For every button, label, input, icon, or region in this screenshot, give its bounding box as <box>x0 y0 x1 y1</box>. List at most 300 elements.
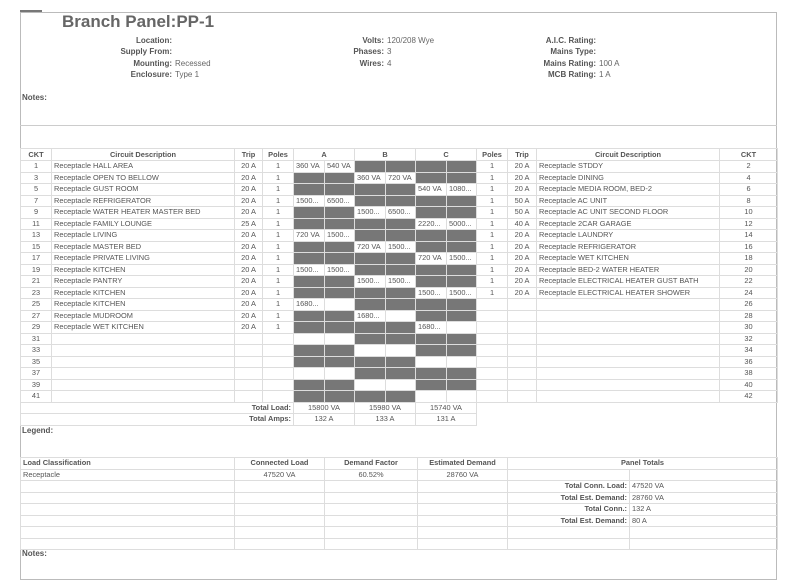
load-row <box>21 504 778 516</box>
cell-rckt: 26 <box>720 299 778 311</box>
volts-value: 120/208 Wye <box>387 36 435 45</box>
table-row <box>21 161 778 173</box>
cell-lpoles <box>263 333 294 345</box>
cell-rpoles: 1 <box>477 253 508 265</box>
table-row <box>21 241 778 253</box>
cell-c2 <box>447 368 477 380</box>
cell-lckt: 33 <box>21 345 52 357</box>
col-ckt-right: CKT <box>720 149 778 161</box>
cell-c2: 1500... <box>447 253 477 265</box>
cell-rtrip: 20 A <box>508 230 537 242</box>
divider <box>20 125 777 126</box>
cell-lckt: 21 <box>21 276 52 288</box>
cell-a1: 1680... <box>294 299 325 311</box>
blank-cell <box>235 481 325 493</box>
cell-b1 <box>355 253 386 265</box>
cell-c1 <box>416 391 447 403</box>
blank-cell <box>477 414 778 426</box>
total-load-b: 15980 VA <box>355 402 416 414</box>
cell-ltrip: 20 A <box>235 172 263 184</box>
mains-rating-value: 100 A <box>599 59 620 68</box>
cell-c2 <box>447 207 477 219</box>
cell-rdesc: Receptacle REFRIGERATOR <box>537 241 720 253</box>
table-row <box>21 391 778 403</box>
cell-a1: 1500... <box>294 195 325 207</box>
table-row <box>21 333 778 345</box>
cell-rckt: 24 <box>720 287 778 299</box>
total-est-demand-value: 28760 VA <box>630 492 778 504</box>
cell-b2 <box>386 368 416 380</box>
cell-a1 <box>294 368 325 380</box>
cell-b1 <box>355 299 386 311</box>
cell-a2 <box>325 207 355 219</box>
cell-c1 <box>416 333 447 345</box>
cell-lpoles: 1 <box>263 230 294 242</box>
cell-lpoles <box>263 391 294 403</box>
load-row <box>21 492 778 504</box>
cell-c1 <box>416 241 447 253</box>
cell-ldesc: Receptacle OPEN TO BELLOW <box>52 172 235 184</box>
cell-rckt: 6 <box>720 184 778 196</box>
cell-c1: 720 VA <box>416 253 447 265</box>
cell-rdesc <box>537 299 720 311</box>
cell-c2 <box>447 333 477 345</box>
cell-rckt: 14 <box>720 230 778 242</box>
cell-ldesc: Receptacle MASTER BED <box>52 241 235 253</box>
blank-cell <box>477 402 778 414</box>
cell-lpoles: 1 <box>263 276 294 288</box>
cell-a1 <box>294 391 325 403</box>
cell-rtrip <box>508 368 537 380</box>
total-conn-amps-value: 132 A <box>630 504 778 516</box>
blank-cell <box>235 538 325 550</box>
load-row <box>21 469 778 481</box>
blank-cell <box>508 469 630 481</box>
cell-ldesc: Receptacle KITCHEN <box>52 264 235 276</box>
blank-cell <box>418 527 508 539</box>
cell-ldesc <box>52 391 235 403</box>
cell-c1: 540 VA <box>416 184 447 196</box>
cell-rpoles <box>477 333 508 345</box>
volts-label: Volts: <box>362 36 384 45</box>
table-row <box>21 172 778 184</box>
cell-b2 <box>386 299 416 311</box>
cell-rtrip: 20 A <box>508 276 537 288</box>
cell-lckt: 11 <box>21 218 52 230</box>
cell-rckt: 40 <box>720 379 778 391</box>
estimated-demand: 28760 VA <box>418 469 508 481</box>
phases-label: Phases: <box>353 47 384 56</box>
cell-rdesc: Receptacle DINING <box>537 172 720 184</box>
enclosure-label: Enclosure: <box>130 70 172 79</box>
cell-c1 <box>416 379 447 391</box>
cell-ldesc: Receptacle LIVING <box>52 230 235 242</box>
cell-ldesc: Receptacle REFRIGERATOR <box>52 195 235 207</box>
cell-rdesc <box>537 333 720 345</box>
cell-b2 <box>386 333 416 345</box>
page-title: Branch Panel:PP-1 <box>62 12 215 31</box>
cell-lckt: 27 <box>21 310 52 322</box>
cell-ldesc: Receptacle KITCHEN <box>52 299 235 311</box>
cell-b1 <box>355 333 386 345</box>
cell-c1 <box>416 230 447 242</box>
demand-factor-header: Demand Factor <box>325 458 418 470</box>
cell-ldesc: Receptacle WATER HEATER MASTER BED <box>52 207 235 219</box>
cell-a2 <box>325 241 355 253</box>
cell-rckt: 12 <box>720 218 778 230</box>
cell-lckt: 41 <box>21 391 52 403</box>
cell-rckt: 38 <box>720 368 778 380</box>
cell-rpoles <box>477 391 508 403</box>
cell-lckt: 7 <box>21 195 52 207</box>
cell-rpoles: 1 <box>477 230 508 242</box>
cell-lpoles: 1 <box>263 253 294 265</box>
cell-a1: 1500... <box>294 264 325 276</box>
phases-value: 3 <box>387 47 392 56</box>
cell-rpoles <box>477 299 508 311</box>
cell-ltrip <box>235 391 263 403</box>
cell-b1 <box>355 287 386 299</box>
cell-c2 <box>447 161 477 173</box>
cell-lpoles <box>263 345 294 357</box>
cell-ltrip: 20 A <box>235 264 263 276</box>
cell-b2 <box>386 356 416 368</box>
blank-cell <box>21 538 235 550</box>
cell-rckt: 22 <box>720 276 778 288</box>
total-amps-a: 132 A <box>294 414 355 426</box>
mounting-value: Recessed <box>175 59 211 68</box>
cell-rpoles: 1 <box>477 161 508 173</box>
cell-rckt: 20 <box>720 264 778 276</box>
load-row <box>21 515 778 527</box>
cell-b1 <box>355 161 386 173</box>
cell-rdesc: Receptacle ELECTRICAL HEATER SHOWER <box>537 287 720 299</box>
cell-rtrip <box>508 299 537 311</box>
cell-rckt: 36 <box>720 356 778 368</box>
cell-c1 <box>416 276 447 288</box>
cell-rdesc <box>537 379 720 391</box>
cell-b1: 1680... <box>355 310 386 322</box>
cell-rdesc: Receptacle MEDIA ROOM, BED-2 <box>537 184 720 196</box>
cell-a1 <box>294 379 325 391</box>
blank-cell <box>235 527 325 539</box>
cell-rpoles: 1 <box>477 287 508 299</box>
cell-a2 <box>325 276 355 288</box>
cell-b2 <box>386 345 416 357</box>
supply-label: Supply From: <box>120 47 172 56</box>
cell-b2 <box>386 253 416 265</box>
cell-c1 <box>416 161 447 173</box>
cell-lpoles: 1 <box>263 184 294 196</box>
cell-c1: 1680... <box>416 322 447 334</box>
table-row <box>21 207 778 219</box>
cell-lckt: 5 <box>21 184 52 196</box>
cell-c1 <box>416 195 447 207</box>
cell-lckt: 13 <box>21 230 52 242</box>
cell-a2: 6500... <box>325 195 355 207</box>
cell-ltrip <box>235 368 263 380</box>
wires-label: Wires: <box>359 59 384 68</box>
cell-ltrip: 20 A <box>235 276 263 288</box>
cell-lckt: 15 <box>21 241 52 253</box>
cell-ldesc: Receptacle HALL AREA <box>52 161 235 173</box>
cell-lpoles: 1 <box>263 322 294 334</box>
cell-ltrip <box>235 333 263 345</box>
cell-b2 <box>386 264 416 276</box>
circuit-table <box>20 148 778 426</box>
cell-b2 <box>386 379 416 391</box>
cell-ltrip: 20 A <box>235 299 263 311</box>
cell-lpoles: 1 <box>263 264 294 276</box>
load-header-row <box>21 458 778 470</box>
col-trip-right: Trip <box>508 149 537 161</box>
panel-totals-header: Panel Totals <box>508 458 778 470</box>
cell-rdesc: Receptacle WET KITCHEN <box>537 253 720 265</box>
cell-ltrip <box>235 379 263 391</box>
cell-rtrip: 20 A <box>508 287 537 299</box>
col-phase-c: C <box>416 149 477 161</box>
cell-lpoles <box>263 379 294 391</box>
cell-b2 <box>386 310 416 322</box>
cell-lckt: 31 <box>21 333 52 345</box>
cell-c2 <box>447 356 477 368</box>
table-row <box>21 195 778 207</box>
cell-lckt: 23 <box>21 287 52 299</box>
cell-c2 <box>447 322 477 334</box>
cell-ldesc: Receptacle MUDROOM <box>52 310 235 322</box>
mcb-value: 1 A <box>599 70 611 79</box>
cell-rdesc <box>537 310 720 322</box>
cell-ltrip: 25 A <box>235 218 263 230</box>
cell-b2: 6500... <box>386 207 416 219</box>
table-row <box>21 322 778 334</box>
cell-rdesc <box>537 368 720 380</box>
cell-a1 <box>294 276 325 288</box>
bottom-notes-label: Notes: <box>22 549 47 558</box>
cell-ltrip: 20 A <box>235 184 263 196</box>
cell-lckt: 37 <box>21 368 52 380</box>
cell-rtrip <box>508 345 537 357</box>
total-amps-label: Total Amps: <box>21 414 294 426</box>
blank-cell <box>235 492 325 504</box>
cell-a2 <box>325 368 355 380</box>
cell-rtrip: 40 A <box>508 218 537 230</box>
cell-rdesc: Receptacle AC UNIT <box>537 195 720 207</box>
table-row <box>21 379 778 391</box>
cell-a2 <box>325 356 355 368</box>
table-row <box>21 310 778 322</box>
blank-cell <box>418 538 508 550</box>
table-row <box>21 253 778 265</box>
table-row <box>21 218 778 230</box>
mounting-label: Mounting: <box>133 59 172 68</box>
cell-ldesc <box>52 333 235 345</box>
cell-rckt: 34 <box>720 345 778 357</box>
cell-a2 <box>325 322 355 334</box>
cell-a2 <box>325 333 355 345</box>
blank-cell <box>630 527 778 539</box>
col-ckt: CKT <box>21 149 52 161</box>
col-phase-a: A <box>294 149 355 161</box>
cell-a2 <box>325 172 355 184</box>
col-poles: Poles <box>263 149 294 161</box>
cell-rpoles: 1 <box>477 241 508 253</box>
cell-lckt: 9 <box>21 207 52 219</box>
blank-cell <box>325 538 418 550</box>
cell-ltrip: 20 A <box>235 230 263 242</box>
cell-ltrip: 20 A <box>235 161 263 173</box>
cell-lckt: 35 <box>21 356 52 368</box>
blank-cell <box>325 492 418 504</box>
cell-ltrip: 20 A <box>235 287 263 299</box>
cell-a2 <box>325 287 355 299</box>
connected-load-header: Connected Load <box>235 458 325 470</box>
total-load-c: 15740 VA <box>416 402 477 414</box>
cell-a1 <box>294 333 325 345</box>
blank-cell <box>418 481 508 493</box>
table-row <box>21 287 778 299</box>
cell-a1 <box>294 253 325 265</box>
cell-a1 <box>294 218 325 230</box>
cell-lpoles: 1 <box>263 207 294 219</box>
wires-value: 4 <box>387 59 392 68</box>
cell-ltrip: 20 A <box>235 253 263 265</box>
cell-a2 <box>325 184 355 196</box>
table-row <box>21 345 778 357</box>
cell-c1 <box>416 299 447 311</box>
cell-rtrip <box>508 333 537 345</box>
cell-rtrip <box>508 310 537 322</box>
table-row <box>21 368 778 380</box>
cell-b1 <box>355 230 386 242</box>
cell-a2 <box>325 253 355 265</box>
cell-rtrip <box>508 391 537 403</box>
cell-c2 <box>447 195 477 207</box>
cell-c1 <box>416 172 447 184</box>
load-row <box>21 527 778 539</box>
cell-lpoles: 1 <box>263 287 294 299</box>
cell-c2 <box>447 241 477 253</box>
cell-b1 <box>355 195 386 207</box>
cell-b1 <box>355 391 386 403</box>
cell-rdesc <box>537 356 720 368</box>
blank-cell <box>21 527 235 539</box>
cell-rtrip: 20 A <box>508 184 537 196</box>
cell-rtrip: 50 A <box>508 195 537 207</box>
cell-ltrip: 20 A <box>235 195 263 207</box>
cell-c2: 5000... <box>447 218 477 230</box>
mains-type-label: Mains Type: <box>550 47 596 56</box>
cell-rpoles: 1 <box>477 207 508 219</box>
cell-c2 <box>447 276 477 288</box>
cell-c2: 1080... <box>447 184 477 196</box>
blank-cell <box>418 492 508 504</box>
load-row <box>21 538 778 550</box>
cell-b2 <box>386 322 416 334</box>
cell-b1 <box>355 184 386 196</box>
blank-cell <box>325 515 418 527</box>
cell-ldesc <box>52 356 235 368</box>
cell-b1 <box>355 356 386 368</box>
cell-rdesc <box>537 391 720 403</box>
cell-c1 <box>416 368 447 380</box>
blank-cell <box>508 538 630 550</box>
blank-cell <box>630 469 778 481</box>
cell-b2: 1500... <box>386 241 416 253</box>
col-trip: Trip <box>235 149 263 161</box>
cell-rckt: 32 <box>720 333 778 345</box>
cell-b1 <box>355 345 386 357</box>
cell-ldesc: Receptacle WET KITCHEN <box>52 322 235 334</box>
cell-ltrip: 20 A <box>235 207 263 219</box>
cell-rckt: 28 <box>720 310 778 322</box>
cell-rtrip: 20 A <box>508 161 537 173</box>
cell-a1 <box>294 310 325 322</box>
cell-c2 <box>447 391 477 403</box>
cell-rtrip: 20 A <box>508 172 537 184</box>
cell-rtrip: 50 A <box>508 207 537 219</box>
total-conn-load-label: Total Conn. Load: <box>508 481 630 493</box>
cell-a2: 540 VA <box>325 161 355 173</box>
cell-lpoles: 1 <box>263 310 294 322</box>
cell-lckt: 1 <box>21 161 52 173</box>
load-class-header: Load Classification <box>21 458 235 470</box>
cell-ldesc <box>52 368 235 380</box>
cell-lpoles <box>263 356 294 368</box>
enclosure-value: Type 1 <box>175 70 200 79</box>
cell-c2 <box>447 379 477 391</box>
cell-rdesc: Receptacle BED-2 WATER HEATER <box>537 264 720 276</box>
cell-rtrip: 20 A <box>508 264 537 276</box>
table-header-row <box>21 149 778 161</box>
cell-b1 <box>355 218 386 230</box>
cell-b1 <box>355 368 386 380</box>
cell-a2 <box>325 299 355 311</box>
cell-c2: 1500... <box>447 287 477 299</box>
cell-a1 <box>294 345 325 357</box>
cell-rtrip: 20 A <box>508 241 537 253</box>
load-row <box>21 481 778 493</box>
cell-b1 <box>355 379 386 391</box>
cell-c1 <box>416 264 447 276</box>
cell-c1 <box>416 310 447 322</box>
cell-b1: 720 VA <box>355 241 386 253</box>
cell-lckt: 25 <box>21 299 52 311</box>
cell-rpoles <box>477 379 508 391</box>
total-est-demand-label: Total Est. Demand: <box>508 492 630 504</box>
cell-rdesc <box>537 322 720 334</box>
cell-b1: 1500... <box>355 276 386 288</box>
cell-c2 <box>447 299 477 311</box>
total-conn-load-value: 47520 VA <box>630 481 778 493</box>
cell-a1 <box>294 207 325 219</box>
blank-cell <box>325 527 418 539</box>
notes-label: Notes: <box>22 93 47 102</box>
cell-lckt: 29 <box>21 322 52 334</box>
cell-a1 <box>294 287 325 299</box>
demand-factor: 60.52% <box>325 469 418 481</box>
total-load-a: 15800 VA <box>294 402 355 414</box>
legend-label: Legend: <box>22 426 54 435</box>
table-row <box>21 299 778 311</box>
cell-rpoles: 1 <box>477 276 508 288</box>
cell-lpoles <box>263 368 294 380</box>
cell-rtrip <box>508 356 537 368</box>
cell-rdesc: Receptacle AC UNIT SECOND FLOOR <box>537 207 720 219</box>
cell-rpoles <box>477 345 508 357</box>
blank-cell <box>325 504 418 516</box>
blank-cell <box>21 504 235 516</box>
